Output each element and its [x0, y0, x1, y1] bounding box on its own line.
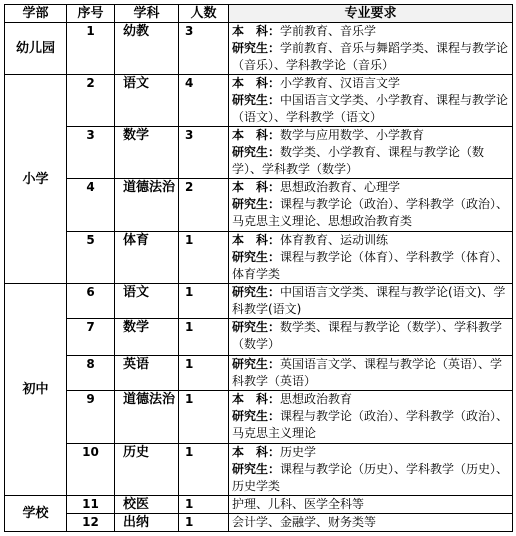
- seq-cell: 6: [67, 284, 115, 319]
- degree-label: 研究生：: [232, 41, 281, 55]
- degree-label: 研究生：: [232, 462, 281, 476]
- degree-label: 研究生：: [232, 145, 281, 159]
- subject-cell: 英语: [115, 356, 179, 391]
- requirement-line: [232, 196, 510, 230]
- requirements-cell: [229, 391, 513, 444]
- major-list: 课程与教学论（政治）、学科教学（政治）、马克思主义理论: [232, 409, 509, 440]
- major-list: 中国语言文学类、课程与教学论(语文)、学科教学(语文): [232, 285, 506, 316]
- header-department: 学部: [5, 5, 67, 23]
- degree-label: 本 科：: [232, 180, 281, 194]
- major-list: 会计学、金融学、财务类等: [232, 515, 377, 529]
- subject-cell: 数学: [115, 319, 179, 356]
- requirement-line: [232, 179, 510, 196]
- seq-cell: 4: [67, 179, 115, 232]
- header-row: [5, 5, 513, 23]
- count-cell: 1: [179, 319, 229, 356]
- major-list: 课程与教学论（政治）、学科教学（政治）、马克思主义理论、思想政治教育类: [232, 197, 509, 228]
- subject-cell: 数学: [115, 127, 179, 179]
- count-cell: 1: [179, 356, 229, 391]
- table-row: [5, 391, 513, 444]
- count-cell: 1: [179, 496, 229, 514]
- seq-cell: 9: [67, 391, 115, 444]
- header-major-requirements: 专业要求: [229, 5, 513, 23]
- table-row: [5, 232, 513, 284]
- seq-cell: 3: [67, 127, 115, 179]
- count-cell: 1: [179, 284, 229, 319]
- major-list: 思想政治教育、心理学: [280, 180, 401, 194]
- major-list: 数学与应用数学、小学教育: [280, 128, 425, 142]
- requirements-cell: [229, 232, 513, 284]
- header-seq: 序号: [67, 5, 115, 23]
- count-cell: 1: [179, 391, 229, 444]
- seq-cell: 7: [67, 319, 115, 356]
- subject-cell: 道德法治: [115, 391, 179, 444]
- subject-cell: 出纳: [115, 514, 179, 532]
- requirement-line: [232, 144, 510, 178]
- requirements-cell: [229, 284, 513, 319]
- count-cell: 1: [179, 232, 229, 284]
- department-cell: 幼儿园: [5, 23, 67, 75]
- subject-cell: 校医: [115, 496, 179, 514]
- requirement-line: [232, 496, 510, 513]
- recruitment-table: [4, 4, 513, 532]
- seq-cell: 2: [67, 75, 115, 127]
- count-cell: 3: [179, 127, 229, 179]
- subject-cell: 历史: [115, 444, 179, 496]
- requirement-line: [232, 356, 510, 390]
- degree-label: 研究生：: [232, 93, 281, 107]
- major-list: 英国语言文学、课程与教学论（英语）、学科教学（英语）: [232, 357, 503, 388]
- requirements-cell: [229, 75, 513, 127]
- degree-label: 研究生：: [232, 250, 281, 264]
- department-cell: 学校: [5, 496, 67, 532]
- degree-label: 研究生：: [232, 357, 281, 371]
- requirement-line: [232, 391, 510, 408]
- degree-label: 研究生：: [232, 285, 281, 299]
- seq-cell: 8: [67, 356, 115, 391]
- requirements-cell: [229, 23, 513, 75]
- subject-cell: 道德法治: [115, 179, 179, 232]
- seq-cell: 1: [67, 23, 115, 75]
- subject-cell: 语文: [115, 75, 179, 127]
- department-cell: 初中: [5, 284, 67, 496]
- table-row: [5, 179, 513, 232]
- requirements-cell: [229, 514, 513, 532]
- requirement-line: [232, 249, 510, 283]
- requirement-line: [232, 75, 510, 92]
- degree-label: 研究生：: [232, 197, 281, 211]
- requirement-line: [232, 408, 510, 442]
- count-cell: 2: [179, 179, 229, 232]
- subject-cell: 体育: [115, 232, 179, 284]
- major-list: 历史学: [280, 445, 317, 459]
- seq-cell: 11: [67, 496, 115, 514]
- seq-cell: 12: [67, 514, 115, 532]
- table-body: [5, 23, 513, 532]
- count-cell: 1: [179, 444, 229, 496]
- subject-cell: 幼教: [115, 23, 179, 75]
- table-row: [5, 319, 513, 356]
- requirements-cell: [229, 356, 513, 391]
- degree-label: 本 科：: [232, 76, 281, 90]
- degree-label: 研究生：: [232, 320, 281, 334]
- major-list: 学前教育、音乐与舞蹈学类、课程与教学论（音乐）、学科教学论（音乐）: [232, 41, 509, 72]
- header-subject: 学科: [115, 5, 179, 23]
- major-list: 数学类、课程与教学论（数学）、学科教学（数学）: [232, 320, 503, 351]
- requirements-cell: [229, 127, 513, 179]
- requirement-line: [232, 23, 510, 40]
- major-list: 护理、儿科、医学全科等: [232, 497, 365, 511]
- table-row: [5, 75, 513, 127]
- major-list: 课程与教学论（体育）、学科教学（体育）、体育学类: [232, 250, 509, 281]
- requirement-line: [232, 92, 510, 126]
- major-list: 小学教育、汉语言文学: [280, 76, 401, 90]
- degree-label: 研究生：: [232, 409, 281, 423]
- count-cell: 1: [179, 514, 229, 532]
- table-row: [5, 284, 513, 319]
- table-row: [5, 356, 513, 391]
- requirement-line: [232, 319, 510, 353]
- degree-label: 本 科：: [232, 445, 281, 459]
- major-list: 体育教育、运动训练: [280, 233, 389, 247]
- requirement-line: [232, 127, 510, 144]
- degree-label: 本 科：: [232, 392, 281, 406]
- count-cell: 3: [179, 23, 229, 75]
- requirement-line: [232, 232, 510, 249]
- requirement-line: [232, 514, 510, 531]
- degree-label: 本 科：: [232, 128, 281, 142]
- seq-cell: 5: [67, 232, 115, 284]
- count-cell: 4: [179, 75, 229, 127]
- requirements-cell: [229, 444, 513, 496]
- degree-label: 本 科：: [232, 24, 281, 38]
- major-list: 学前教育、音乐学: [280, 24, 377, 38]
- requirement-line: [232, 461, 510, 495]
- header-count: 人数: [179, 5, 229, 23]
- requirement-line: [232, 444, 510, 461]
- department-cell: 小学: [5, 75, 67, 284]
- requirements-cell: [229, 179, 513, 232]
- requirements-cell: [229, 319, 513, 356]
- major-list: 中国语言文学类、小学教育、课程与教学论（语文）、学科教学（语文）: [232, 93, 509, 124]
- table-row: [5, 496, 513, 514]
- subject-cell: 语文: [115, 284, 179, 319]
- degree-label: 本 科：: [232, 233, 281, 247]
- seq-cell: 10: [67, 444, 115, 496]
- major-list: 课程与教学论（历史）、学科教学（历史）、历史学类: [232, 462, 509, 493]
- requirements-cell: [229, 496, 513, 514]
- table-row: [5, 23, 513, 75]
- table-row: [5, 514, 513, 532]
- major-list: 数学类、小学教育、课程与教学论（数学）、学科教学（数学）: [232, 145, 485, 176]
- table-row: [5, 127, 513, 179]
- requirement-line: [232, 284, 510, 318]
- major-list: 思想政治教育: [280, 392, 353, 406]
- table-row: [5, 444, 513, 496]
- requirement-line: [232, 40, 510, 74]
